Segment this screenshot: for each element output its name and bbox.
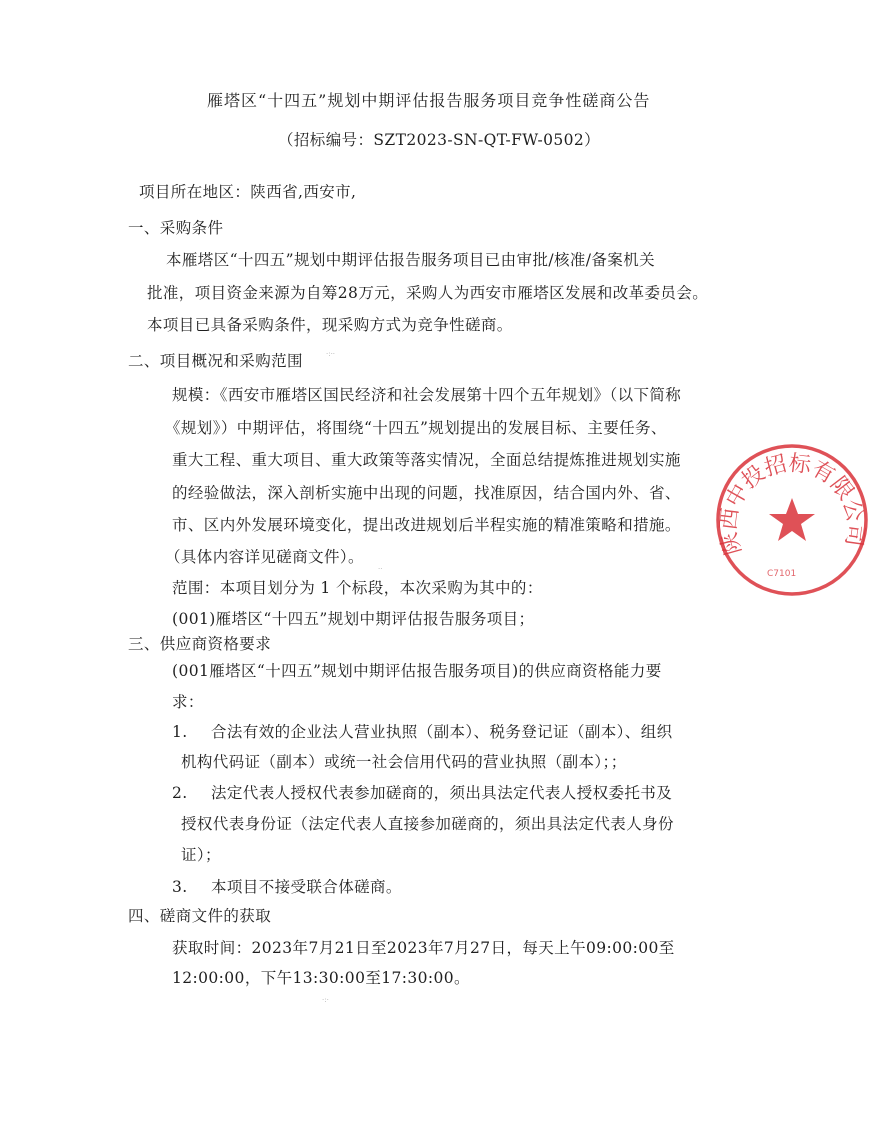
list-item-line: 证）；	[181, 846, 221, 864]
scan-speck: ··	[378, 565, 383, 573]
scan-speck: ·:··	[326, 350, 336, 358]
section3-heading: 三、供应商资格要求	[128, 635, 272, 653]
project-location: 项目所在地区：陕西省,西安市,	[139, 183, 357, 201]
section1-line: 本雁塔区“十四五”规划中期评估报告服务项目已由审批/核准/备案机关	[166, 251, 655, 269]
section2-line: 范围：本项目划分为 1 个标段，本次采购为其中的：	[172, 579, 543, 597]
list-item-line: 机构代码证（副本）或统一社会信用代码的营业执照（副本）；；	[181, 753, 627, 771]
seal-text: 陕西中投招标有限公司	[716, 450, 868, 558]
section2-line: 的经验做法，深入剖析实施中出现的问题，找准原因，结合国内外、省、	[172, 484, 681, 502]
scan-speck: ·:·	[322, 996, 329, 1004]
document-title: 雁塔区“十四五”规划中期评估报告服务项目竞争性磋商公告	[207, 91, 651, 110]
section2-line: 《规划》）中期评估，将围绕“十四五”规划提出的发展目标、主要任务、	[165, 419, 667, 437]
tender-number: （招标编号：SZT2023-SN-QT-FW-0502）	[278, 131, 601, 149]
section2-heading: 二、项目概况和采购范围	[128, 352, 303, 370]
section4-line: 获取时间：2023年7月21日至2023年7月27日，每天上午09:00:00至	[172, 939, 675, 957]
section1-line: 本项目已具备采购条件，现采购方式为竞争性磋商。	[147, 316, 513, 334]
section3-intro: 求：	[172, 693, 204, 711]
list-item-line: 授权代表身份证（法定代表人直接参加磋商的，须出具法定代表人身份	[181, 815, 674, 833]
section2-line: 规模：《西安市雁塔区国民经济和社会发展第十四个五年规划》（以下简称	[172, 386, 682, 404]
section2-line: （具体内容详见磋商文件）。	[165, 548, 364, 566]
list-item-number: 2.	[172, 784, 188, 802]
seal-star-icon	[769, 498, 815, 541]
list-item-number: 3.	[172, 878, 188, 896]
section2-line: 重大工程、重大项目、重大政策等落实情况，全面总结提炼推进规划实施	[172, 451, 681, 469]
section1-heading: 一、采购条件	[128, 219, 224, 237]
section4-line: 12:00:00，下午13:30:00至17:30:00。	[172, 969, 470, 987]
list-item-line: 法定代表人授权代表参加磋商的，须出具法定代表人授权委托书及	[211, 784, 673, 802]
section1-line: 批准，项目资金来源为自筹28万元，采购人为西安市雁塔区发展和改革委员会。	[147, 284, 709, 302]
seal-digits: C7101	[767, 569, 797, 579]
list-item-line: 本项目不接受联合体磋商。	[211, 878, 402, 896]
list-item-line: 合法有效的企业法人营业执照（副本）、税务登记证（副本）、组织	[211, 723, 673, 741]
section2-line: 市、区内外发展环境变化，提出改进规划后半程实施的精准策略和措施。	[172, 516, 681, 534]
official-seal-stamp	[712, 440, 872, 600]
list-item-number: 1.	[172, 723, 188, 741]
section3-intro: (001雁塔区“十四五”规划中期评估报告服务项目)的供应商资格能力要	[172, 662, 662, 680]
section4-heading: 四、磋商文件的获取	[128, 907, 272, 925]
section2-line: (001)雁塔区“十四五”规划中期评估报告服务项目；	[172, 610, 535, 628]
